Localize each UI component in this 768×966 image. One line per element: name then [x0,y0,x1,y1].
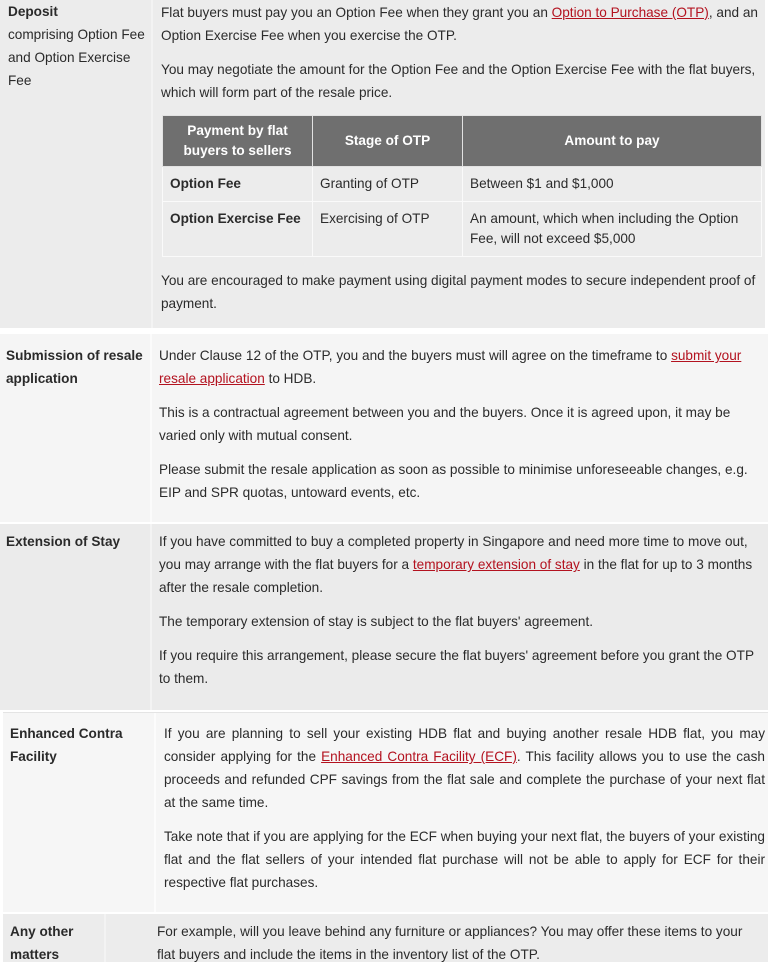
deposit-paragraph-2: You may negotiate the amount for the Option Fee and the Option Exercise Fee with the flat buyers, which will form part of the resale price. [161,62,756,100]
extension-paragraph-1 [159,530,758,599]
deposit-paragraph-3: You are encouraged to make payment using digital payment modes to secure independent proof of payment. [161,273,756,311]
header-amount: Amount to pay [463,116,762,167]
section-row-submission [0,334,768,522]
cell-stage: Exercising of OTP [313,202,463,257]
header-payment: Payment by flat buyers to sellers [163,116,313,167]
temporary-extension-link[interactable]: temporary extension of stay [412,557,580,572]
row-label-submission: Submission of resale application [0,334,152,522]
cell-stage: Granting of OTP [313,167,463,202]
text: , and an Option Exercise Fee when you exercise the OTP. [161,5,758,43]
deposit-paragraph-1 [161,1,762,47]
ecf-link[interactable]: Enhanced Contra Facility (ECF) [321,749,517,764]
row-label-ecf: Enhanced Contra Facility [3,713,156,912]
text: Under Clause 12 of the OTP, you and the buyers must will agree on the timeframe to [159,348,672,363]
submission-paragraph-3: Please submit the resale application as soon as possible to minimise unforeseeable changes, e.g. EIP and SPR quotas, untoward events, etc. [159,462,748,500]
row-content-ecf [156,713,768,912]
section-row-deposit [0,0,765,328]
extension-paragraph-3: If you require this arrangement, please secure the flat buyers' agreement before you grant the OTP to them. [159,648,754,686]
row-label-deposit-subtitle: comprising Option Fee and Option Exercise Fee [8,27,145,88]
section-row-extension [0,524,768,710]
ecf-paragraph-2: Take note that if you are applying for the ECF when buying your next flat, the buyers of your existing flat and the flat sellers of your intended flat purchase will not be able to apply for ECF for their respective flat purchases. [164,829,765,890]
text: If you have committed to buy a completed property in Singapore and need more time to move out, you may arrange with the flat buyers for a [159,534,748,572]
text: in the flat for up to 3 months after the resale completion. [159,557,753,595]
fee-table-header-row [163,116,762,167]
other-paragraph-1: For example, will you leave behind any furniture or appliances? You may offer these items to your flat buyers and include the items in the inventory list of the OTP. [157,924,743,962]
fee-table [162,115,762,257]
row-content-extension [152,524,768,710]
text: If you are planning to sell your existing HDB flat and buying another resale HDB flat, you may consider applying for the [164,726,765,764]
text: Flat buyers must pay you an Option Fee when they grant you an [161,5,552,20]
row-label-deposit [0,0,153,328]
section-row-ecf [3,712,768,912]
submission-paragraph-1 [159,344,748,390]
cell-amount: Between $1 and $1,000 [463,167,762,202]
row-content-submission [152,334,768,522]
text: . This facility allows you to use the cash proceeds and refunded CPF savings from the flat sale and complete the purchase of your next flat at the same time. [164,749,765,810]
row-label-other: Any other matters [3,914,106,962]
submit-resale-application-link[interactable]: submit your resale application [159,348,742,386]
cell-payment: Option Fee [163,167,313,202]
submission-paragraph-2: This is a contractual agreement between you and the buyers. Once it is agreed upon, it may be varied only with mutual consent. [159,405,731,443]
extension-paragraph-2: The temporary extension of stay is subject to the flat buyers' agreement. [159,614,594,629]
row-content-deposit [153,0,766,328]
cell-payment: Option Exercise Fee [163,202,313,257]
row-label-deposit-title: Deposit [8,4,58,19]
ecf-paragraph-1 [164,722,765,814]
table-row [163,167,762,202]
cell-amount: An amount, which when including the Option Fee, will not exceed $5,000 [463,202,762,257]
row-content-other [106,914,768,962]
text: to HDB. [264,371,317,386]
section-row-other [3,914,768,962]
otp-link[interactable]: Option to Purchase (OTP) [551,5,709,20]
row-label-extension: Extension of Stay [0,524,152,710]
table-row [163,202,762,257]
header-stage: Stage of OTP [313,116,463,167]
